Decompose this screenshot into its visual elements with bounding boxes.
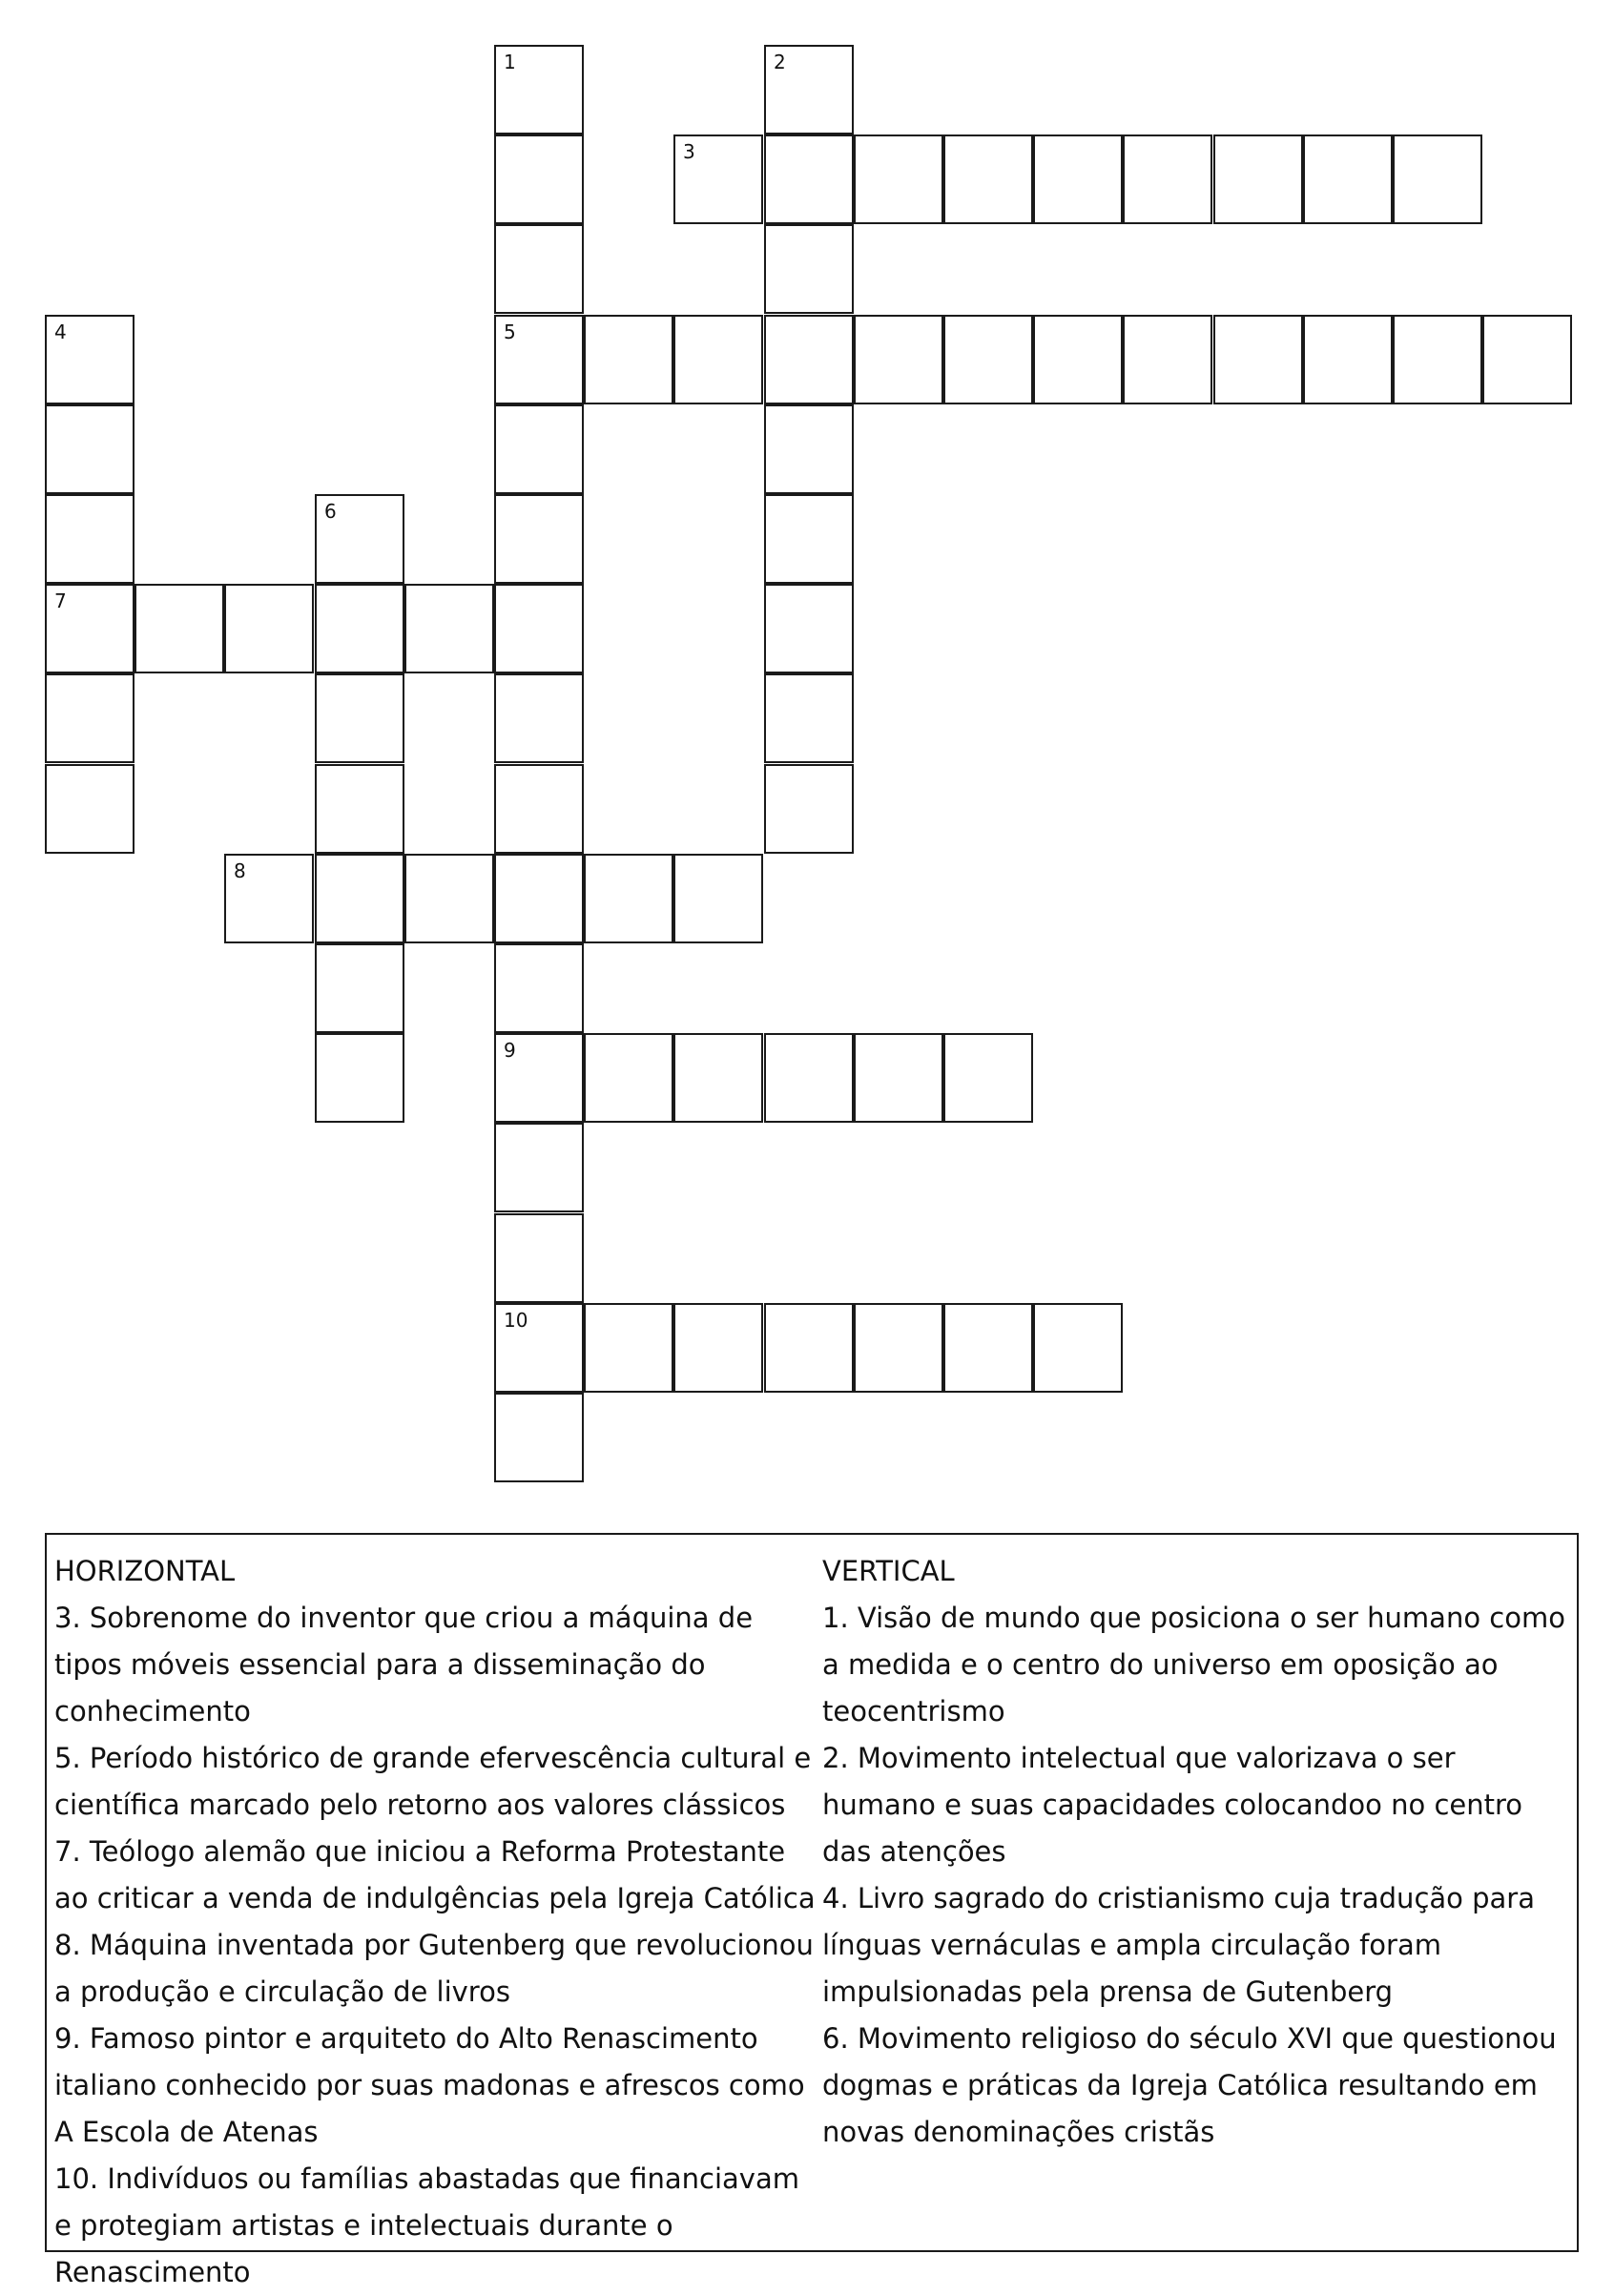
- grid-cell[interactable]: [764, 764, 854, 854]
- grid-cell[interactable]: [1482, 315, 1572, 404]
- clue-horizontal-7: 7. Teólogo alemão que iniciou a Reforma Protestante ao criticar a venda de indulgências pela Igreja Católica: [54, 1835, 816, 1914]
- grid-cell[interactable]: [854, 1033, 943, 1123]
- grid-cell[interactable]: [764, 584, 854, 673]
- grid-cell[interactable]: [854, 1303, 943, 1393]
- grid-cell[interactable]: [1033, 315, 1123, 404]
- grid-cell[interactable]: [404, 584, 494, 673]
- cell-number: 5: [504, 321, 516, 343]
- clue-horizontal-5: 5. Período histórico de grande efervescência cultural e científica marcado pelo retorno aos valores clássicos: [54, 1742, 812, 1821]
- clue-vertical-2: 2. Movimento intelectual que valorizava o ser humano e suas capacidades colocandoo no centro das atenções: [822, 1742, 1523, 1868]
- clue-horizontal-3: 3. Sobrenome do inventor que criou a máquina de tipos móveis essencial para a disseminação do conhecimento: [54, 1602, 754, 1727]
- grid-cell[interactable]: [764, 1303, 854, 1393]
- grid-cell[interactable]: [584, 1033, 673, 1123]
- grid-cell[interactable]: [1033, 1303, 1123, 1393]
- grid-cell[interactable]: [45, 673, 134, 763]
- grid-cell[interactable]: [1303, 134, 1393, 224]
- clue-vertical-4: 4. Livro sagrado do cristianismo cuja tradução para línguas vernáculas e ampla circulação foram impulsionadas pela prensa de Gutenberg: [822, 1882, 1535, 2008]
- grid-cell[interactable]: [764, 673, 854, 763]
- vertical-heading: VERTICAL: [822, 1555, 955, 1587]
- grid-cell[interactable]: [494, 224, 584, 314]
- grid-cell[interactable]: [494, 45, 584, 134]
- grid-cell[interactable]: [45, 494, 134, 584]
- clue-horizontal-9: 9. Famoso pintor e arquiteto do Alto Renascimento italiano conhecido por suas madonas e afrescos como A Escola de Atenas: [54, 2022, 805, 2148]
- grid-cell[interactable]: [584, 854, 673, 943]
- grid-cell[interactable]: [854, 134, 943, 224]
- grid-cell[interactable]: [584, 315, 673, 404]
- grid-cell[interactable]: [584, 1303, 673, 1393]
- grid-cell[interactable]: [315, 584, 404, 673]
- cell-number: 7: [54, 590, 67, 612]
- grid-cell[interactable]: [854, 315, 943, 404]
- grid-cell[interactable]: [494, 1213, 584, 1303]
- grid-cell[interactable]: [224, 854, 314, 943]
- grid-cell[interactable]: [764, 1033, 854, 1123]
- grid-cell[interactable]: [1393, 134, 1482, 224]
- grid-cell[interactable]: [315, 1033, 404, 1123]
- grid-cell[interactable]: [1033, 134, 1123, 224]
- grid-cell[interactable]: [315, 854, 404, 943]
- grid-cell[interactable]: [1303, 315, 1393, 404]
- grid-cell[interactable]: [134, 584, 224, 673]
- cell-number: 2: [774, 51, 786, 73]
- cell-number: 10: [504, 1309, 528, 1332]
- cell-number: 8: [234, 859, 246, 882]
- grid-cell[interactable]: [494, 1033, 584, 1123]
- vertical-clues-column: [822, 1548, 1576, 2156]
- grid-cell[interactable]: [494, 1303, 584, 1393]
- grid-cell[interactable]: [494, 854, 584, 943]
- grid-cell[interactable]: [1213, 315, 1303, 404]
- cell-number: 9: [504, 1039, 516, 1062]
- grid-cell[interactable]: [1213, 134, 1303, 224]
- grid-cell[interactable]: [494, 315, 584, 404]
- grid-cell[interactable]: [764, 134, 854, 224]
- grid-cell[interactable]: [494, 1393, 584, 1482]
- grid-cell[interactable]: [45, 764, 134, 854]
- grid-cell[interactable]: [315, 764, 404, 854]
- grid-cell[interactable]: [494, 584, 584, 673]
- grid-cell[interactable]: [943, 134, 1033, 224]
- grid-cell[interactable]: [494, 943, 584, 1033]
- clue-vertical-1: 1. Visão de mundo que posiciona o ser humano como a medida e o centro do universo em oposição ao teocentrismo: [822, 1602, 1565, 1727]
- clue-horizontal-8: 8. Máquina inventada por Gutenberg que revolucionou a produção e circulação de livros: [54, 1929, 814, 2008]
- grid-cell[interactable]: [943, 315, 1033, 404]
- clue-vertical-6: 6. Movimento religioso do século XVI que questionou dogmas e práticas da Igreja Católica resultando em novas denominações cristãs: [822, 2022, 1557, 2148]
- grid-cell[interactable]: [1123, 134, 1212, 224]
- grid-cell[interactable]: [764, 315, 854, 404]
- grid-cell[interactable]: [764, 404, 854, 494]
- horizontal-heading: HORIZONTAL: [54, 1555, 236, 1587]
- grid-cell[interactable]: [494, 1123, 584, 1212]
- grid-cell[interactable]: [764, 494, 854, 584]
- clues-box: [45, 1533, 1579, 2288]
- grid-cell[interactable]: [494, 134, 584, 224]
- cell-number: 6: [324, 500, 337, 523]
- horizontal-clues-column: [54, 1548, 817, 2296]
- grid-cell[interactable]: [494, 673, 584, 763]
- grid-cell[interactable]: [45, 584, 134, 673]
- grid-cell[interactable]: [315, 943, 404, 1033]
- grid-cell[interactable]: [943, 1303, 1033, 1393]
- grid-cell[interactable]: [1393, 315, 1482, 404]
- grid-cell[interactable]: [224, 584, 314, 673]
- grid-cell[interactable]: [45, 404, 134, 494]
- clue-horizontal-10: 10. Indivíduos ou famílias abastadas que financiavam e protegiam artistas e intelectuais durante o Renascimento: [54, 2162, 799, 2288]
- grid-cell[interactable]: [764, 45, 854, 134]
- grid-cell[interactable]: [1123, 315, 1212, 404]
- grid-cell[interactable]: [494, 764, 584, 854]
- grid-cell[interactable]: [673, 315, 763, 404]
- grid-cell[interactable]: [673, 134, 763, 224]
- grid-cell[interactable]: [943, 1033, 1033, 1123]
- grid-cell[interactable]: [673, 1033, 763, 1123]
- grid-cell[interactable]: [494, 494, 584, 584]
- cell-number: 3: [683, 140, 695, 163]
- cell-number: 1: [504, 51, 516, 73]
- grid-cell[interactable]: [764, 224, 854, 314]
- grid-cell[interactable]: [494, 404, 584, 494]
- cell-number: 4: [54, 321, 67, 343]
- grid-cell[interactable]: [673, 1303, 763, 1393]
- grid-cell[interactable]: [673, 854, 763, 943]
- grid-cell[interactable]: [45, 315, 134, 404]
- grid-cell[interactable]: [315, 673, 404, 763]
- grid-cell[interactable]: [315, 494, 404, 584]
- grid-cell[interactable]: [404, 854, 494, 943]
